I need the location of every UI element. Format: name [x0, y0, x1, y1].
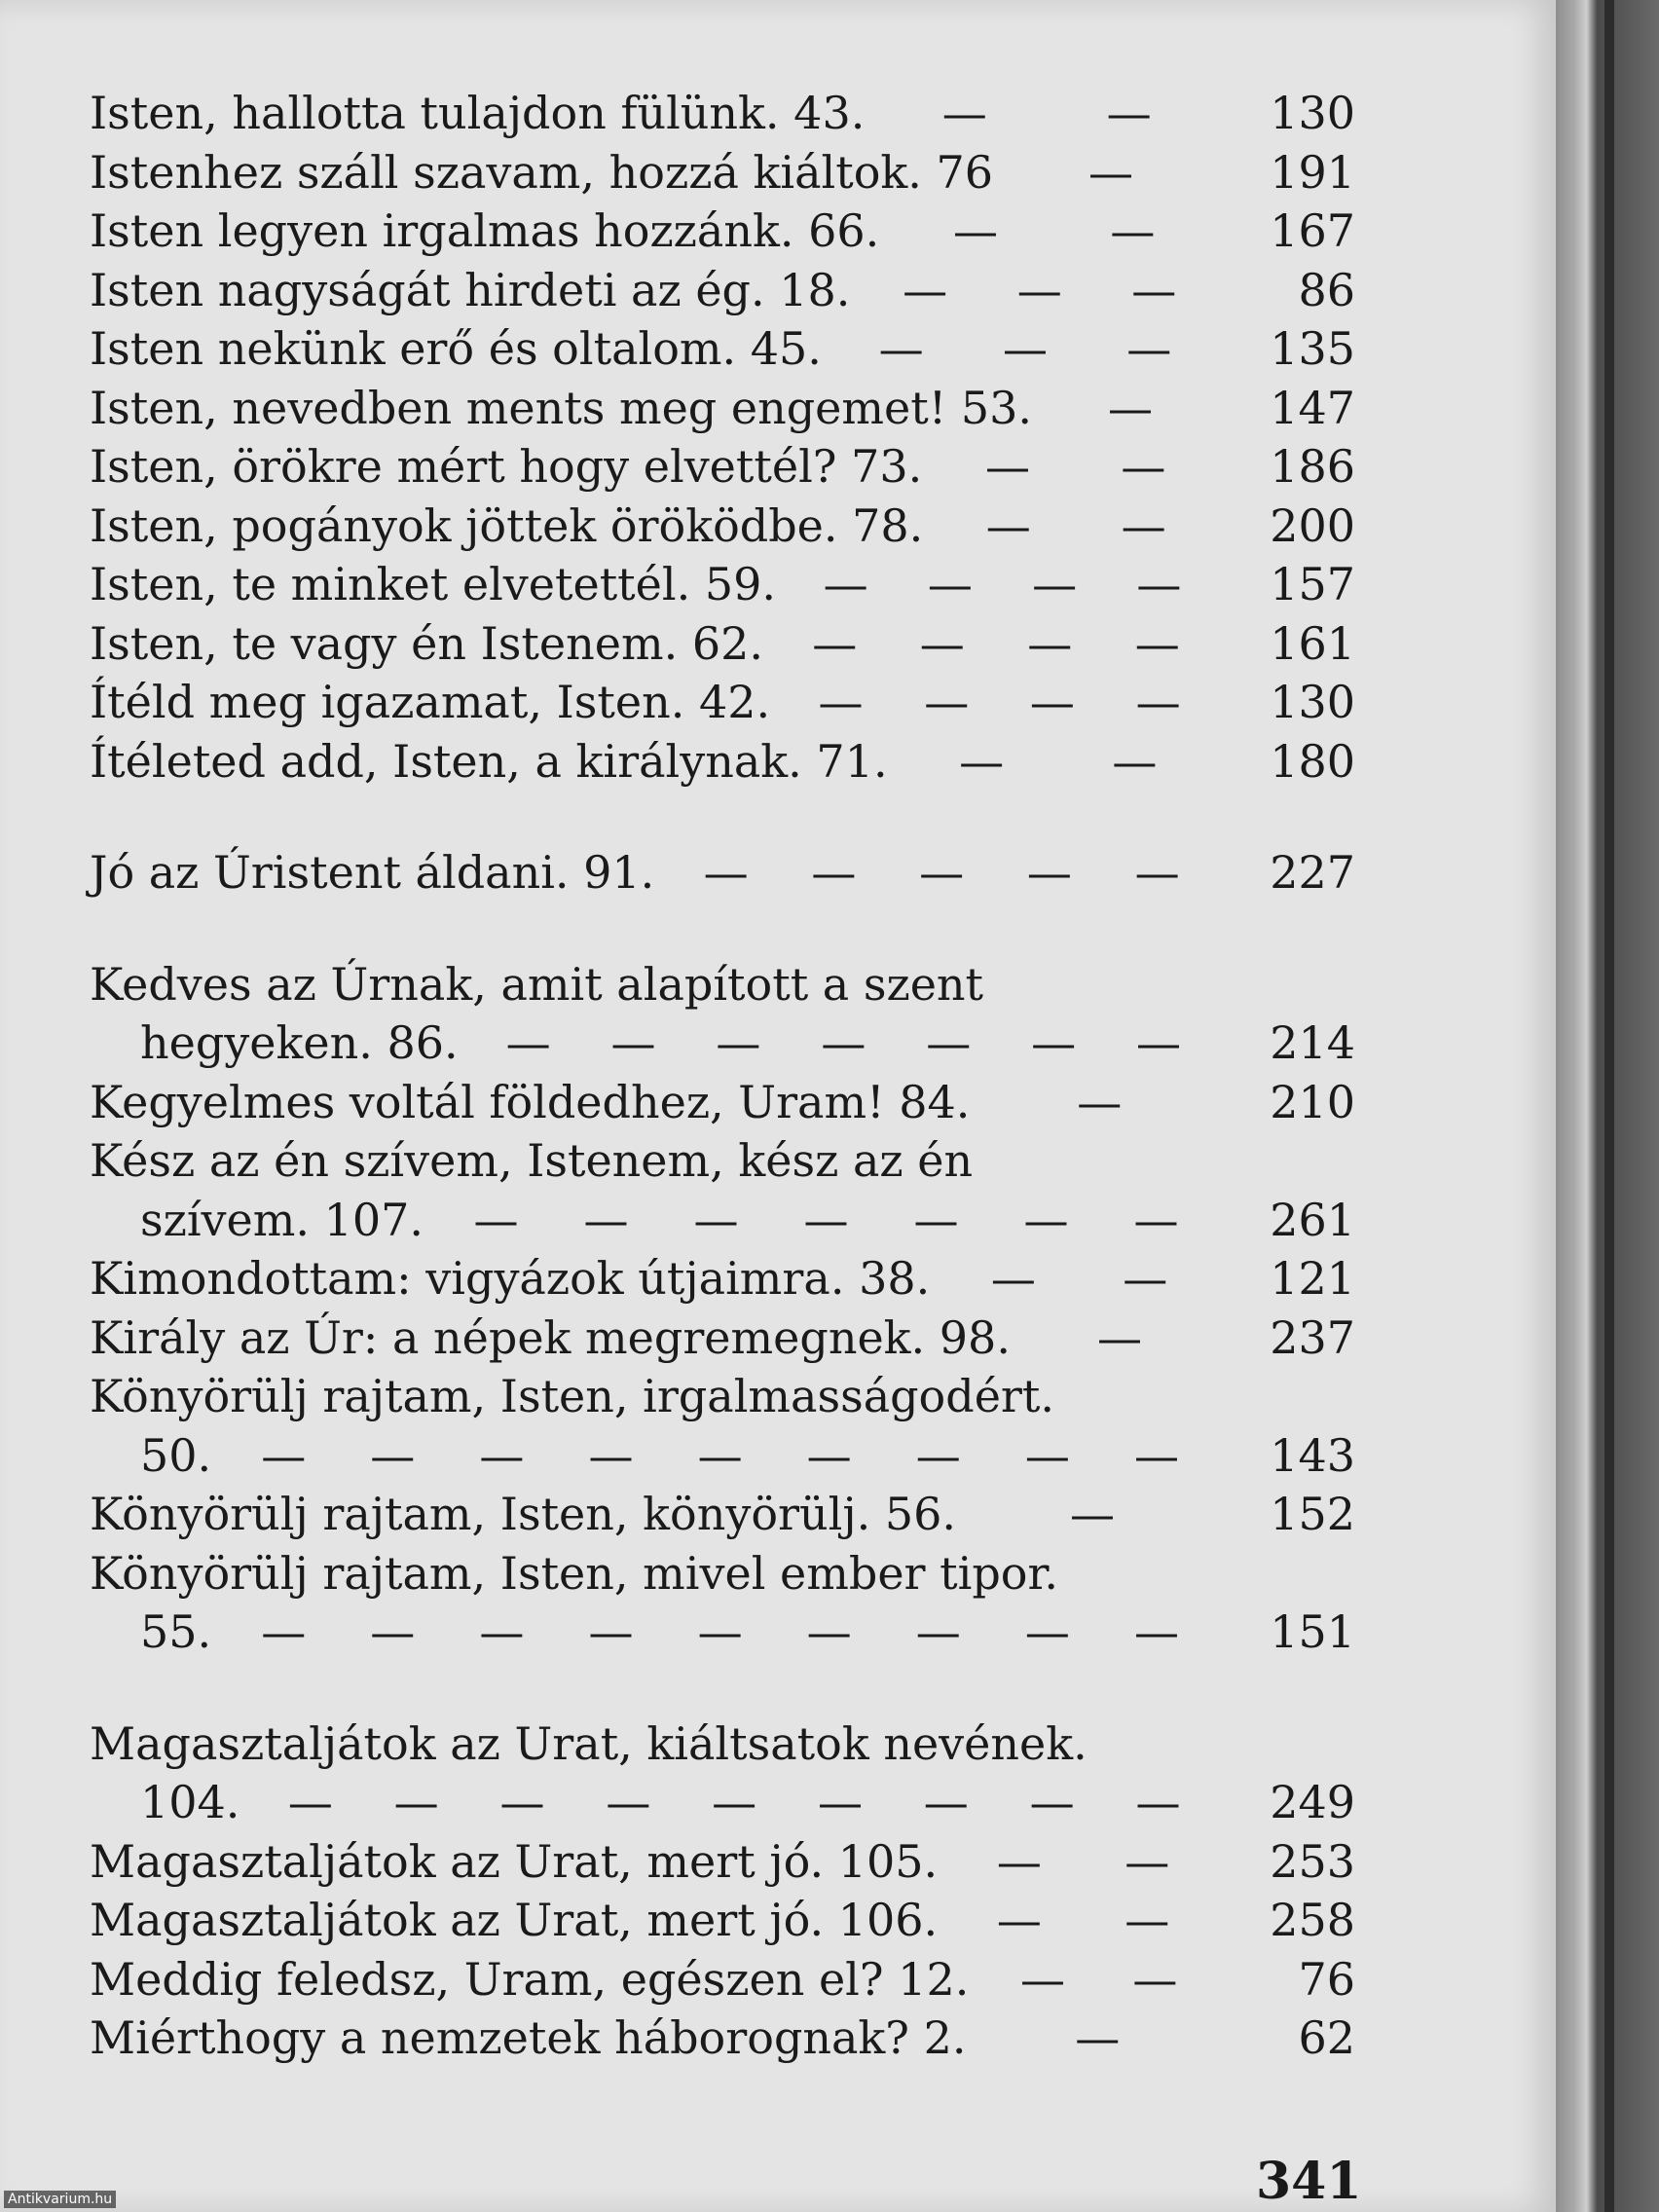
- entry-title: 55.: [140, 1605, 212, 1658]
- leader-dash: —: [1133, 1193, 1179, 1246]
- entry-title: Isten, nevedben ments meg engemet! 53.: [90, 381, 1032, 434]
- leader-dash: —: [1020, 1952, 1065, 2006]
- entry-title: Ítéld meg igazamat, Isten. 42.: [90, 676, 771, 728]
- index-entry: [90, 84, 1355, 143]
- leader-dash: —: [473, 1193, 519, 1246]
- watermark: Antikvarium.hu: [4, 2191, 116, 2208]
- leader-dash: —: [1096, 1310, 1142, 1364]
- index-entry: [90, 319, 1355, 379]
- leader-dash: —: [915, 1428, 961, 1482]
- entry-page-number: 152: [1270, 1488, 1355, 1540]
- entry-final-line: [90, 319, 1355, 379]
- leader-dash: —: [1107, 381, 1153, 434]
- leader-dash: —: [505, 1016, 551, 1069]
- index-entry: [90, 437, 1355, 497]
- leader-dash: —: [941, 87, 987, 139]
- entry-first-line: [90, 1714, 1355, 1774]
- leader-dashes: [970, 1073, 1229, 1132]
- leader-dash: —: [915, 1605, 961, 1658]
- leader-dash: —: [821, 1016, 866, 1069]
- leader-dashes: [1011, 1309, 1229, 1368]
- entry-page-number: 210: [1270, 1075, 1355, 1128]
- leader-dash: —: [261, 1428, 307, 1482]
- leader-dashes: [1032, 379, 1229, 438]
- leader-dash: —: [1134, 846, 1180, 899]
- entry-title: Könyörülj rajtam, Isten, irgalmasságodért.: [90, 1370, 1055, 1422]
- index-entry: [90, 1832, 1355, 1892]
- entry-page-number: 86: [1298, 263, 1355, 316]
- leader-dash: —: [1133, 1428, 1179, 1482]
- leader-dashes: [865, 84, 1229, 143]
- leader-dash: —: [1088, 145, 1134, 199]
- leader-dashes: [938, 1832, 1229, 1892]
- leader-dash: —: [1126, 322, 1172, 375]
- entry-first-line: [90, 955, 1355, 1014]
- leader-dash: —: [990, 1252, 1036, 1305]
- entry-final-line: [90, 1191, 1355, 1250]
- entry-title: Isten, pogányok jöttek öröködbe. 78.: [90, 498, 924, 552]
- entry-final-line: [90, 261, 1355, 320]
- leader-dash: —: [588, 1605, 634, 1658]
- leader-dash: —: [1135, 676, 1181, 728]
- leader-dash: —: [583, 1193, 629, 1246]
- entry-title: Jó az Úristent áldani. 91.: [90, 846, 655, 899]
- leader-dashes: [459, 1014, 1229, 1073]
- index-entry: [90, 673, 1355, 732]
- entry-page-number: 151: [1270, 1605, 1355, 1658]
- entry-final-line: [90, 1309, 1355, 1368]
- leader-dashes: [938, 1891, 1229, 1950]
- index-entry: [90, 2009, 1355, 2068]
- leader-dash: —: [588, 1428, 634, 1482]
- entry-page-number: 249: [1270, 1776, 1355, 1828]
- entry-title: Isten, hallotta tulajdon fülünk. 43.: [90, 87, 866, 139]
- index-entry: [90, 143, 1355, 203]
- leader-dash: —: [1032, 558, 1078, 610]
- entry-page-number: 161: [1270, 616, 1355, 670]
- entry-final-line: [90, 1603, 1355, 1662]
- entry-final-line: [90, 1485, 1355, 1544]
- leader-dash: —: [803, 1193, 849, 1246]
- index-entry: [90, 1950, 1355, 2009]
- index-entry: [90, 379, 1355, 438]
- leader-dashes: [966, 2009, 1229, 2068]
- leader-dash: —: [1077, 1075, 1123, 1128]
- entry-final-line: [90, 1950, 1355, 2009]
- leader-dashes: [956, 1485, 1229, 1544]
- entry-title: Könyörülj rajtam, Isten, könyörülj. 56.: [90, 1488, 957, 1540]
- entry-page-number: 62: [1298, 2011, 1355, 2064]
- leader-dash: —: [393, 1776, 439, 1828]
- leader-dash: —: [1027, 616, 1073, 670]
- leader-dash: —: [479, 1428, 525, 1482]
- entry-page-number: 261: [1270, 1193, 1355, 1246]
- leader-dash: —: [606, 1776, 651, 1828]
- leader-dash: —: [823, 558, 868, 610]
- entry-page-number: 76: [1298, 1952, 1355, 2006]
- entry-final-line: [90, 1891, 1355, 1950]
- entry-title: Ítéleted add, Isten, a királynak. 71.: [90, 734, 888, 788]
- leader-dash: —: [1029, 1776, 1075, 1828]
- leader-dash: —: [996, 1894, 1042, 1946]
- leader-dash: —: [1106, 87, 1152, 139]
- leader-dashes: [211, 1603, 1229, 1662]
- leader-dashes: [879, 202, 1229, 261]
- leader-dashes: [923, 497, 1229, 556]
- entry-page-number: 253: [1270, 1834, 1355, 1888]
- leader-dashes: [822, 319, 1229, 379]
- leader-dash: —: [1123, 1252, 1168, 1305]
- leader-dash: —: [878, 322, 924, 375]
- entry-final-line: [90, 379, 1355, 438]
- entry-title: Isten legyen irgalmas hozzánk. 66.: [90, 204, 880, 257]
- leader-dash: —: [996, 1834, 1042, 1888]
- entry-title: Magasztaljátok az Urat, mert jó. 105.: [90, 1834, 939, 1888]
- index-entry: [90, 555, 1355, 614]
- leader-dash: —: [1124, 1894, 1170, 1946]
- entry-title: Kedves az Úrnak, amit alapított a szent: [90, 957, 984, 1011]
- leader-dash: —: [1132, 1952, 1178, 2006]
- leader-dash: —: [985, 498, 1031, 552]
- index-entry: [90, 843, 1355, 903]
- leader-dash: —: [1075, 2011, 1121, 2064]
- leader-dash: —: [610, 1016, 656, 1069]
- entry-title: Isten nekünk erő és oltalom. 45.: [90, 322, 822, 375]
- entry-page-number: 157: [1270, 558, 1355, 610]
- leader-dashes: [424, 1191, 1229, 1250]
- index-entry: [90, 1714, 1355, 1832]
- section-gap: [90, 1662, 1355, 1714]
- entry-title: Isten, te vagy én Istenem. 62.: [90, 616, 763, 670]
- leader-dash: —: [1031, 1016, 1077, 1069]
- entry-final-line: [90, 143, 1355, 203]
- leader-dash: —: [697, 1428, 743, 1482]
- leader-dashes: [240, 1773, 1229, 1832]
- leader-dash: —: [1121, 498, 1166, 552]
- leader-dash: —: [1016, 263, 1062, 316]
- entry-page-number: 258: [1270, 1894, 1355, 1946]
- entry-title: 104.: [140, 1776, 240, 1828]
- entry-title: Magasztaljátok az Urat, kiáltsatok nevének.: [90, 1716, 1088, 1770]
- leader-dash: —: [984, 440, 1030, 493]
- entry-title: hegyeken. 86.: [140, 1016, 459, 1069]
- leader-dash: —: [1121, 440, 1166, 493]
- entry-first-line: [90, 1367, 1355, 1426]
- leader-dash: —: [479, 1605, 525, 1658]
- entry-final-line: [90, 1014, 1355, 1073]
- entry-final-line: [90, 2009, 1355, 2068]
- leader-dashes: [993, 143, 1229, 203]
- entry-page-number: 130: [1270, 676, 1355, 728]
- leader-dashes: [888, 732, 1229, 792]
- leader-dash: —: [499, 1776, 545, 1828]
- leader-dash: —: [1026, 846, 1072, 899]
- entry-page-number: 130: [1270, 87, 1355, 139]
- leader-dash: —: [927, 558, 973, 610]
- leader-dash: —: [716, 1016, 761, 1069]
- entry-page-number: 237: [1270, 1310, 1355, 1364]
- section-gap: [90, 791, 1355, 843]
- index-entry: [90, 1131, 1355, 1249]
- leader-dash: —: [1029, 676, 1075, 728]
- entry-title: Kimondottam: vigyázok útjaimra. 38.: [90, 1252, 931, 1305]
- entry-title: Miérthogy a nemzetek háborognak? 2.: [90, 2011, 967, 2064]
- index-entry: [90, 955, 1355, 1073]
- leader-dash: —: [693, 1193, 739, 1246]
- leader-dash: —: [1024, 1605, 1070, 1658]
- leader-dashes: [763, 614, 1229, 674]
- entry-page-number: 200: [1270, 498, 1355, 552]
- entry-title: Magasztaljátok az Urat, mert jó. 106.: [90, 1894, 939, 1946]
- leader-dash: —: [924, 676, 970, 728]
- entry-title: Isten, örökre mért hogy elvettél? 73.: [90, 440, 923, 493]
- entry-final-line: [90, 84, 1355, 143]
- leader-dash: —: [818, 676, 864, 728]
- leader-dash: —: [1070, 1488, 1115, 1540]
- leader-dash: —: [919, 846, 965, 899]
- index-entry: [90, 1891, 1355, 1950]
- entry-page-number: 214: [1270, 1016, 1355, 1069]
- leader-dashes: [211, 1426, 1229, 1486]
- leader-dash: —: [913, 1193, 959, 1246]
- leader-dashes: [770, 673, 1229, 732]
- leader-dashes: [654, 843, 1229, 903]
- entry-page-number: 147: [1270, 381, 1355, 434]
- leader-dash: —: [1136, 1016, 1182, 1069]
- leader-dash: —: [806, 1605, 852, 1658]
- leader-dash: —: [703, 846, 749, 899]
- entry-final-line: [90, 614, 1355, 674]
- index-entry: [90, 1544, 1355, 1662]
- entry-final-line: [90, 1773, 1355, 1832]
- leader-dash: —: [1002, 322, 1048, 375]
- entry-page-number: 121: [1270, 1252, 1355, 1305]
- section-gap: [90, 903, 1355, 955]
- book-spine: [1556, 0, 1659, 2212]
- leader-dashes: [969, 1950, 1229, 2009]
- leader-dash: —: [370, 1428, 416, 1482]
- leader-dash: —: [919, 616, 965, 670]
- entry-first-line: [90, 1544, 1355, 1604]
- index-entry: [90, 614, 1355, 674]
- entry-page-number: 135: [1270, 322, 1355, 375]
- leader-dash: —: [697, 1605, 743, 1658]
- entry-final-line: [90, 732, 1355, 792]
- entry-final-line: [90, 673, 1355, 732]
- entry-final-line: [90, 1249, 1355, 1309]
- index-entry: [90, 732, 1355, 792]
- leader-dash: —: [1133, 1605, 1179, 1658]
- leader-dashes: [776, 555, 1229, 614]
- entry-title: Istenhez száll szavam, hozzá kiáltok. 76: [90, 145, 994, 199]
- entry-page-number: 167: [1270, 204, 1355, 257]
- leader-dashes: [922, 437, 1229, 497]
- entry-title: Meddig feledsz, Uram, egészen el? 12.: [90, 1952, 970, 2006]
- leader-dash: —: [923, 1776, 969, 1828]
- entry-title: 50.: [140, 1428, 212, 1482]
- page-number: 341: [1256, 2152, 1362, 2211]
- entry-title: Király az Úr: a népek megremegnek. 98.: [90, 1310, 1011, 1364]
- leader-dash: —: [952, 204, 998, 257]
- leader-dash: —: [1110, 204, 1156, 257]
- entry-final-line: [90, 1832, 1355, 1892]
- entry-final-line: [90, 1426, 1355, 1486]
- leader-dash: —: [712, 1776, 757, 1828]
- index-entry: [90, 202, 1355, 261]
- leader-dash: —: [817, 1776, 863, 1828]
- leader-dash: —: [1136, 558, 1182, 610]
- entry-final-line: [90, 555, 1355, 614]
- leader-dash: —: [959, 734, 1005, 788]
- leader-dash: —: [287, 1776, 333, 1828]
- entry-page-number: 227: [1270, 846, 1355, 899]
- index-entry: [90, 1073, 1355, 1132]
- leader-dashes: [930, 1249, 1229, 1309]
- entry-final-line: [90, 202, 1355, 261]
- entry-first-line: [90, 1131, 1355, 1191]
- leader-dash: —: [1023, 1193, 1069, 1246]
- leader-dash: —: [261, 1605, 307, 1658]
- entry-final-line: [90, 1073, 1355, 1132]
- entry-title: Isten, te minket elvetettél. 59.: [90, 558, 777, 610]
- leader-dash: —: [1024, 1428, 1070, 1482]
- entry-title: szívem. 107.: [140, 1193, 424, 1246]
- leader-dash: —: [370, 1605, 416, 1658]
- leader-dash: —: [1134, 616, 1180, 670]
- leader-dash: —: [806, 1428, 852, 1482]
- entry-page-number: 191: [1270, 145, 1355, 199]
- index-entry: [90, 261, 1355, 320]
- leader-dashes: [850, 261, 1229, 320]
- entry-title: Kész az én szívem, Istenem, kész az én: [90, 1134, 974, 1187]
- entry-final-line: [90, 437, 1355, 497]
- entry-final-line: [90, 843, 1355, 903]
- leader-dash: —: [811, 846, 857, 899]
- entry-final-line: [90, 497, 1355, 556]
- index-entry: [90, 1485, 1355, 1544]
- leader-dash: —: [1131, 263, 1177, 316]
- leader-dash: —: [1135, 1776, 1181, 1828]
- leader-dash: —: [926, 1016, 972, 1069]
- index-entry: [90, 1249, 1355, 1309]
- leader-dash: —: [903, 263, 948, 316]
- index-entry: [90, 1309, 1355, 1368]
- psalm-index: [90, 84, 1355, 2068]
- entry-page-number: 186: [1270, 440, 1355, 493]
- entry-title: Isten nagyságát hirdeti az ég. 18.: [90, 263, 851, 316]
- entry-title: Kegyelmes voltál földedhez, Uram! 84.: [90, 1075, 971, 1128]
- leader-dash: —: [1124, 1834, 1170, 1888]
- leader-dash: —: [1112, 734, 1158, 788]
- index-entry: [90, 1367, 1355, 1485]
- entry-page-number: 180: [1270, 734, 1355, 788]
- entry-title: Könyörülj rajtam, Isten, mivel ember tipor.: [90, 1546, 1059, 1600]
- index-entry: [90, 497, 1355, 556]
- leader-dash: —: [812, 616, 858, 670]
- entry-page-number: 143: [1270, 1428, 1355, 1482]
